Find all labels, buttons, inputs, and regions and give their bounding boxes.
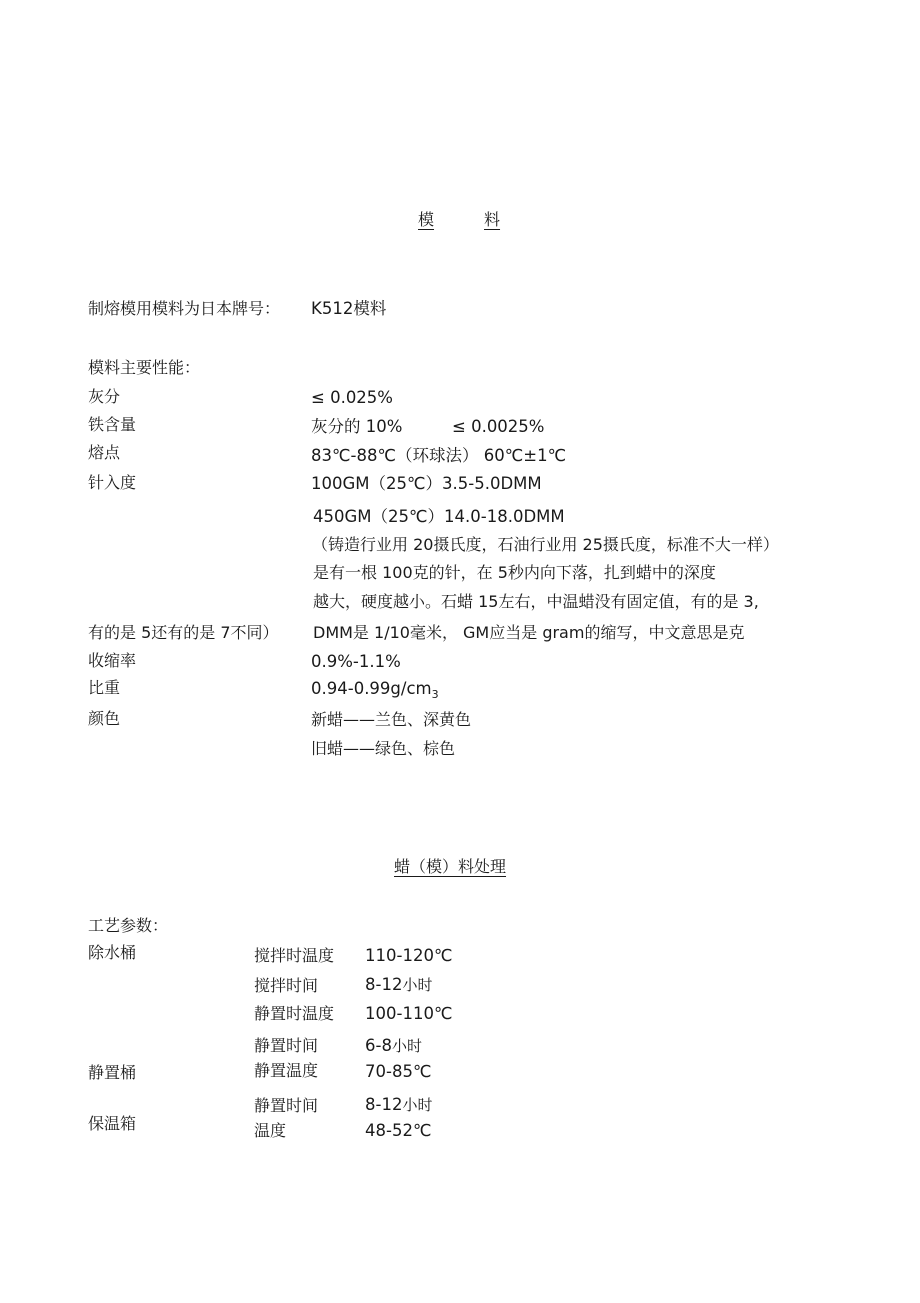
param-value: 110-120℃ — [365, 946, 453, 965]
pen-note-4-left: 有的是 5还有的是 7不同） — [88, 623, 279, 642]
title-char-1: 模 — [418, 210, 435, 229]
group-label-insulation-box: 保温箱 — [88, 1114, 137, 1133]
param-value-number: 8-12 — [365, 1095, 403, 1114]
pen-note-1: （铸造行业用 20摄氏度，石油行业用 25摄氏度，标准不大一样） — [312, 535, 779, 554]
melt-value: 83℃-88℃（环球法） 60℃±1℃ — [311, 446, 567, 465]
section-title-molding-material — [418, 210, 500, 230]
iron-value-a: 灰分的 10% — [311, 417, 403, 436]
param-name: 温度 — [254, 1121, 287, 1140]
param-name: 搅拌时间 — [254, 976, 319, 995]
density-value — [311, 679, 439, 701]
pen-label: 针入度 — [88, 473, 137, 492]
param-value — [365, 975, 432, 995]
group-label-static-tank: 静置桶 — [88, 1063, 137, 1082]
pen-value-1: 100GM（25℃）3.5-5.0DMM — [311, 474, 542, 493]
param-value-number: 6-8 — [365, 1036, 392, 1055]
melt-label: 熔点 — [88, 443, 121, 462]
param-value: 48-52℃ — [365, 1121, 432, 1140]
iron-value-b: ≤ 0.0025% — [452, 417, 545, 436]
pen-note-3: 越大，硬度越小。石蜡 15左右，中温蜡没有固定值，有的是 3, — [313, 592, 759, 611]
param-value-unit: 小时 — [402, 976, 433, 994]
color-label: 颜色 — [88, 709, 121, 728]
intro-value: K512模料 — [311, 299, 387, 318]
section-title-wax-processing: 蜡（模）料处理 — [394, 857, 507, 876]
density-label: 比重 — [88, 678, 121, 697]
param-value-unit: 小时 — [391, 1037, 422, 1055]
intro-label: 制熔模用模料为日本牌号： — [88, 299, 281, 318]
group-label-dewater-tank: 除水桶 — [88, 943, 137, 962]
density-unit-sub: 3 — [431, 688, 439, 701]
pen-value-2: 450GM（25℃）14.0-18.0DMM — [313, 507, 565, 526]
pen-note-4-right: DMM是 1/10毫米， GM应当是 gram的缩写，中文意思是克 — [313, 623, 745, 642]
iron-label: 铁含量 — [88, 415, 137, 434]
props-header: 模料主要性能： — [88, 358, 201, 377]
param-value: 100-110℃ — [365, 1004, 453, 1023]
param-value-unit: 小时 — [402, 1096, 433, 1114]
param-value: 70-85℃ — [365, 1062, 432, 1081]
param-name: 静置温度 — [254, 1061, 319, 1080]
shrink-value: 0.9%-1.1% — [311, 652, 401, 671]
color-value-old: 旧蜡——绿色、棕色 — [311, 739, 456, 758]
params-header: 工艺参数： — [88, 916, 169, 935]
ash-label: 灰分 — [88, 387, 121, 406]
param-value — [365, 1036, 422, 1056]
param-name: 静置时间 — [254, 1096, 319, 1115]
param-name: 静置时温度 — [254, 1004, 335, 1023]
density-number: 0.94-0.99g/cm — [311, 679, 432, 698]
param-value — [365, 1095, 432, 1115]
pen-note-2: 是有一根 100克的针，在 5秒内向下落，扎到蜡中的深度 — [313, 563, 716, 582]
title-char-2: 料 — [484, 210, 501, 229]
param-name: 静置时间 — [254, 1036, 319, 1055]
param-name: 搅拌时温度 — [254, 946, 335, 965]
param-value-number: 8-12 — [365, 975, 403, 994]
color-value-new: 新蜡——兰色、深黄色 — [311, 710, 472, 729]
ash-value: ≤ 0.025% — [311, 388, 393, 407]
shrink-label: 收缩率 — [88, 651, 137, 670]
